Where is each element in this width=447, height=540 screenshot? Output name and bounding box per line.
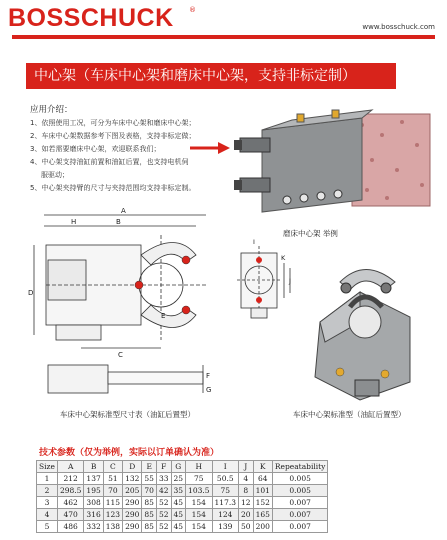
col-header: B <box>84 461 103 473</box>
intro-item: 1、依照使用工况，可分为车床中心架和磨床中心架； <box>30 119 196 127</box>
table-cell: 33 <box>156 473 171 485</box>
table-cell: 132 <box>123 473 142 485</box>
table-cell: 0.005 <box>272 473 328 485</box>
table-cell: 4 <box>239 473 254 485</box>
table-row <box>37 521 328 533</box>
table-cell: 290 <box>123 497 142 509</box>
table-cell: 0.007 <box>272 521 328 533</box>
table-cell: 316 <box>84 509 103 521</box>
side-view-drawing <box>237 238 297 333</box>
dim-label-F: F <box>206 372 211 380</box>
table-cell: 103.5 <box>186 485 212 497</box>
col-header: E <box>142 461 157 473</box>
dim-label-A: A <box>121 207 126 215</box>
table-cell: 45 <box>171 509 186 521</box>
table-cell: 205 <box>123 485 142 497</box>
table-cell: 290 <box>123 521 142 533</box>
table-header-row <box>37 461 328 473</box>
table-cell: 75 <box>212 485 238 497</box>
table-cell: 5 <box>37 521 58 533</box>
table-cell: 2 <box>37 485 58 497</box>
col-header: C <box>103 461 122 473</box>
specs-title: 技术参数（仅为举例，实际以订单确认为准） <box>39 448 220 458</box>
table-cell: 35 <box>171 485 186 497</box>
lathe-steady-rest-image <box>300 262 430 402</box>
table-cell: 25 <box>171 473 186 485</box>
table-cell: 70 <box>142 485 157 497</box>
col-header: F <box>156 461 171 473</box>
table-cell: 200 <box>253 521 272 533</box>
table-cell: 0.007 <box>272 497 328 509</box>
intro-heading: 应用介绍： <box>30 105 73 115</box>
table-row <box>37 509 328 521</box>
table-cell: 0.005 <box>272 485 328 497</box>
col-header: H <box>186 461 212 473</box>
table-cell: 50 <box>239 521 254 533</box>
table-cell: 20 <box>239 509 254 521</box>
dim-label-E: E <box>161 312 166 320</box>
table-cell: 462 <box>57 497 83 509</box>
grinder-caption: 磨床中心架 举例 <box>283 229 338 238</box>
table-cell: 470 <box>57 509 83 521</box>
table-cell: 3 <box>37 497 58 509</box>
table-cell: 137 <box>84 473 103 485</box>
table-cell: 52 <box>156 509 171 521</box>
table-cell: 486 <box>57 521 83 533</box>
lathe-dims-caption: 车床中心架标准型尺寸表（油缸后置型） <box>60 410 195 419</box>
table-cell: 124 <box>212 509 238 521</box>
dim-label-H: H <box>71 218 77 226</box>
table-cell: 4 <box>37 509 58 521</box>
dim-label-G: G <box>206 386 212 394</box>
table-cell: 138 <box>103 521 122 533</box>
table-cell: 154 <box>186 521 212 533</box>
table-cell: 70 <box>103 485 122 497</box>
table-cell: 308 <box>84 497 103 509</box>
table-cell: 42 <box>156 485 171 497</box>
table-cell: 64 <box>253 473 272 485</box>
table-cell: 152 <box>253 497 272 509</box>
registered-mark: ® <box>189 6 196 14</box>
table-cell: 52 <box>156 497 171 509</box>
dim-label-J: J <box>289 277 291 285</box>
col-header: I <box>212 461 238 473</box>
table-cell: 298.5 <box>57 485 83 497</box>
table-cell: 1 <box>37 473 58 485</box>
table-cell: 85 <box>142 521 157 533</box>
table-cell: 8 <box>239 485 254 497</box>
page-title: 中心架（车床中心架和磨床中心架，支持非标定制） <box>26 63 396 89</box>
table-cell: 332 <box>84 521 103 533</box>
table-cell: 165 <box>253 509 272 521</box>
table-row <box>37 473 328 485</box>
table-cell: 52 <box>156 521 171 533</box>
col-header: G <box>171 461 186 473</box>
table-cell: 115 <box>103 497 122 509</box>
col-header: Size <box>37 461 58 473</box>
intro-item: 5、中心架夹持臂的尺寸与夹持范围均支持非标定制。 <box>30 184 196 192</box>
header-divider <box>12 35 435 39</box>
table-cell: 212 <box>57 473 83 485</box>
table-cell: 101 <box>253 485 272 497</box>
col-header: Repeatability <box>272 461 328 473</box>
col-header: K <box>253 461 272 473</box>
table-cell: 195 <box>84 485 103 497</box>
dim-label-I: I <box>253 238 255 246</box>
table-cell: 290 <box>123 509 142 521</box>
table-cell: 75 <box>186 473 212 485</box>
spec-table <box>36 460 328 533</box>
dim-label-K: K <box>281 254 286 262</box>
intro-item: 服驱动； <box>41 171 69 179</box>
table-row <box>37 485 328 497</box>
intro-item: 3、如若需要磨床中心架，欢迎联系我们； <box>30 145 161 153</box>
intro-item: 2、车床中心架数据参考下图及表格，支持非标定做； <box>30 132 196 140</box>
col-header: J <box>239 461 254 473</box>
lathe-dimension-drawing <box>26 200 236 405</box>
table-cell: 139 <box>212 521 238 533</box>
website-url: www.bosschuck.com <box>362 23 435 31</box>
intro-item: 4、中心架支持油缸前置和油缸后置，也支持电机伺 <box>30 158 189 166</box>
table-cell: 12 <box>239 497 254 509</box>
arrow-right-icon <box>190 142 230 154</box>
dim-label-D: D <box>28 289 34 297</box>
table-cell: 154 <box>186 509 212 521</box>
table-cell: 45 <box>171 497 186 509</box>
table-cell: 45 <box>171 521 186 533</box>
brand-logo: BOSSCHUCK <box>8 4 174 32</box>
table-cell: 117.3 <box>212 497 238 509</box>
table-cell: 154 <box>186 497 212 509</box>
dim-label-B: B <box>116 218 121 226</box>
grinder-steady-rest-image <box>232 100 432 228</box>
table-cell: 55 <box>142 473 157 485</box>
table-cell: 123 <box>103 509 122 521</box>
table-cell: 85 <box>142 509 157 521</box>
col-header: A <box>57 461 83 473</box>
table-cell: 0.007 <box>272 509 328 521</box>
table-cell: 51 <box>103 473 122 485</box>
lathe-std-caption: 车床中心架标准型（油缸后置型） <box>293 410 406 419</box>
table-cell: 85 <box>142 497 157 509</box>
table-row <box>37 497 328 509</box>
dim-label-C: C <box>118 351 123 359</box>
table-cell: 50.5 <box>212 473 238 485</box>
col-header: D <box>123 461 142 473</box>
